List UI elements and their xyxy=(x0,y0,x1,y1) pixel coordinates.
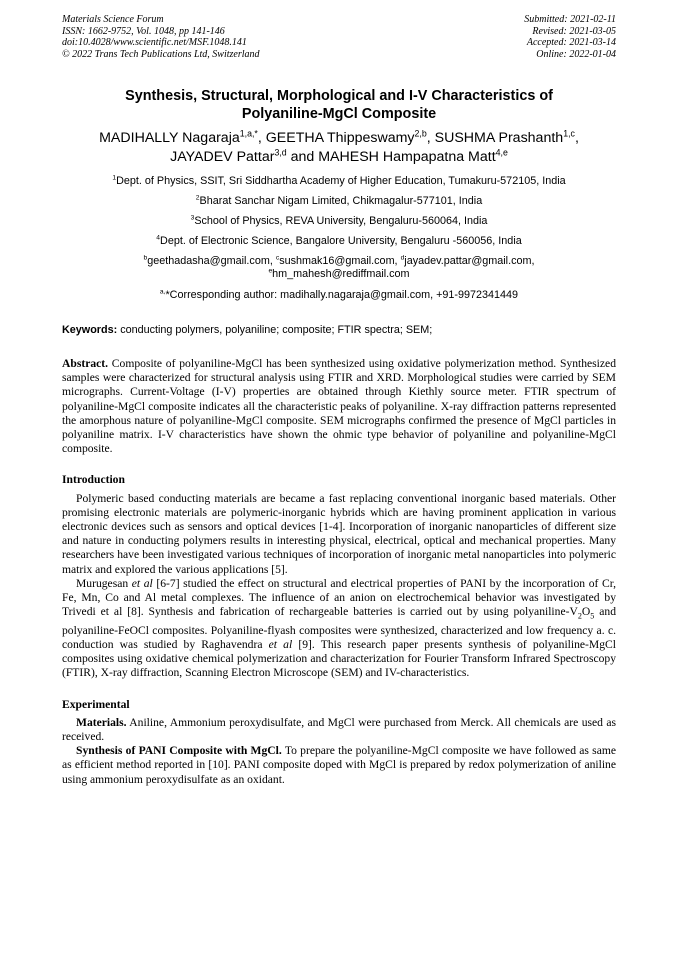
email-c[interactable]: sushmak16@gmail.com, xyxy=(279,255,398,267)
date-revised: Revised: 2021-03-05 xyxy=(532,25,616,37)
author-affiliation-mark: 4,e xyxy=(495,147,508,158)
affiliation-number: 1 xyxy=(112,174,117,182)
introduction-heading: Introduction xyxy=(62,473,125,487)
author-affiliation-mark: 1,c xyxy=(563,128,575,139)
author-affiliation-mark: 3,d xyxy=(274,147,287,158)
author-separator: , xyxy=(426,130,435,146)
author-line-1 xyxy=(62,129,616,148)
affiliation-text: Bharat Sanchar Nigam Limited, Chikmagalur-577101, India xyxy=(199,195,483,207)
abstract-text: Composite of polyaniline-MgCl has been synthesized using oxidative polymerization method. Synthesized samples were characterized for structural analysis using FTIR and XRD. Morphological studies were carried by SEM micrographs. Current-Voltage (I-V) properties are obtained through Kiethly source meter. FTIR spectrum of polyaniline-MgCl composite indicates all the characteristic peaks of polyaniline. X-ray diffraction patterns represented the amorphous nature of polyaniline-MgCl composite. SEM micrographs confirmed the presence of MgCl particles in polyaniline matrix. I-V characteristics have shown the ohmic type behavior of polyaniline and polyaniline-MgCl composite. xyxy=(62,357,616,456)
author-name: SUSHMA Prashanth xyxy=(434,130,564,146)
text-run: and polyaniline-FeOCl composites. Polyaniline-flyash composites were synthesized, characterized and low frequency a. c. conduction was studied by Raghavendra xyxy=(62,605,617,651)
author-emails xyxy=(62,255,616,281)
email-e[interactable]: hm_mahesh@rediffmail.com xyxy=(272,268,410,280)
subscript: 5 xyxy=(590,611,595,621)
email-line-2 xyxy=(62,268,616,281)
author-separator: , xyxy=(574,130,579,146)
email-line-1 xyxy=(62,255,616,268)
email-mark: b xyxy=(143,254,148,262)
copyright: © 2022 Trans Tech Publications Ltd, Switzerland xyxy=(62,48,260,60)
affiliation-number: 3 xyxy=(190,214,195,222)
affiliation-4 xyxy=(62,235,616,248)
author-affiliation-mark: 2,b xyxy=(414,128,427,139)
date-submitted: Submitted: 2021-02-11 xyxy=(524,14,616,25)
keywords-label: Keywords: xyxy=(62,324,118,336)
email-mark: c xyxy=(275,254,280,262)
paper-title xyxy=(62,88,616,123)
author-name: MADIHALLY Nagaraja xyxy=(99,130,240,146)
italic-run: et al xyxy=(131,576,153,590)
publication-metadata xyxy=(62,14,616,60)
materials-paragraph xyxy=(62,716,616,744)
author-separator: and xyxy=(286,149,319,165)
corresponding-author xyxy=(62,289,616,302)
synthesis-label: Synthesis of PANI Composite with MgCl. xyxy=(76,744,282,758)
author-name: MAHESH Hampapatna Matt xyxy=(318,149,496,165)
author-separator: , xyxy=(257,130,266,146)
title-line-2: Polyaniline-MgCl Composite xyxy=(241,105,437,122)
author-affiliation-mark: 1,a,* xyxy=(239,128,258,139)
materials-label: Materials. xyxy=(76,715,127,729)
email-mark: e xyxy=(268,267,273,275)
corresponding-text: *Corresponding author: madihally.nagaraja@gmail.com, +91-9972341449 xyxy=(165,289,519,301)
experimental-heading: Experimental xyxy=(62,697,130,711)
affiliation-text: Dept. of Electronic Science, Bangalore University, Bengaluru -560056, India xyxy=(160,235,522,247)
affiliation-text: Dept. of Physics, SSIT, Sri Siddhartha Academy of Higher Education, Tumakuru-572105, India xyxy=(116,175,566,187)
italic-run: et al xyxy=(268,637,293,651)
journal-issn: ISSN: 1662-9752, Vol. 1048, pp 141-146 xyxy=(62,25,225,37)
title-line-1: Synthesis, Structural, Morphological and I-V Characteristics of xyxy=(125,88,553,104)
text-run: O xyxy=(581,605,591,619)
affiliation-1 xyxy=(62,175,616,188)
affiliation-number: 2 xyxy=(195,194,200,202)
synthesis-paragraph xyxy=(62,744,616,787)
text-run: Murugesan xyxy=(76,576,132,590)
keywords-text: conducting polymers, polyaniline; composite; FTIR spectra; SEM; xyxy=(117,324,433,336)
introduction-paragraph-2 xyxy=(62,577,616,681)
publication-dates xyxy=(524,14,616,60)
affiliation-text: School of Physics, REVA University, Bengaluru-560064, India xyxy=(194,215,488,227)
materials-text: Aniline, Ammonium peroxydisulfate, and MgCl were purchased from Merck. All chemicals are used as received. xyxy=(62,715,616,743)
email-mark: d xyxy=(400,254,405,262)
author-line-2 xyxy=(62,148,616,167)
email-b[interactable]: geethadasha@gmail.com, xyxy=(147,255,273,267)
author-name: GEETHA Thippeswamy xyxy=(265,130,415,146)
abstract xyxy=(62,357,616,456)
date-accepted: Accepted: 2021-03-14 xyxy=(526,37,616,48)
corresponding-mark: a, xyxy=(159,288,166,296)
doi-link[interactable]: doi:10.4028/www.scientific.net/MSF.1048.141 xyxy=(62,37,247,48)
text-run: [6-7] studied the effect on structural and electrical properties of PANI by the incorporation of Cr, Fe, Mn, Co and Al metal complexes. The influence of an anion on electrochemical behavior was investigated by Trivedi et al [8]. Synthesis and fabrication of rechargeable batteries is carried out by using polyaniline-V xyxy=(62,576,617,619)
text-run: [9]. This research paper presents synthesis of polyaniline-MgCl composites using oxidative chemical polymerization and characterization for Fourier Transform Infrared Spectroscopy (FTIR), X-ray diffraction, Scanning Electron Microscope (SEM) and IV-characteristics. xyxy=(62,637,616,680)
affiliation-2 xyxy=(62,195,616,208)
journal-info xyxy=(62,14,260,60)
date-online: Online: 2022-01-04 xyxy=(536,48,616,60)
synthesis-text: To prepare the polyaniline-MgCl composite we have followed as same as efficient method reported in [10]. PANI composite doped with MgCl is prepared by redox polymerization of aniline using ammonium peroxydisulfate as an oxidant. xyxy=(62,744,616,786)
author-list xyxy=(62,129,616,167)
affiliation-number: 4 xyxy=(156,234,161,242)
email-d[interactable]: jayadev.pattar@gmail.com, xyxy=(404,255,535,267)
subscript: 2 xyxy=(577,611,582,621)
keywords xyxy=(62,324,616,337)
abstract-label: Abstract. xyxy=(62,357,109,370)
author-name: JAYADEV Pattar xyxy=(170,149,275,165)
journal-name: Materials Science Forum xyxy=(62,14,164,25)
introduction-paragraph-1: Polymeric based conducting materials are became a fast replacing conventional inorganic based materials. Other promising electronic materials are polymeric-inorganic hybrids which are having prominent application in various electronic devices such as sensors and optical devices [1-4]. Incorporation of inorganic nanoparticles of different size and nature in conducting polymers results in interesting physical, electrical, optical and mechanical properties. Many researchers have been investigated various techniques of incorporation of inorganic metal nanoparticles into polymeric matrix and explored the various applications [5]. xyxy=(62,491,616,576)
affiliation-3 xyxy=(62,215,616,228)
